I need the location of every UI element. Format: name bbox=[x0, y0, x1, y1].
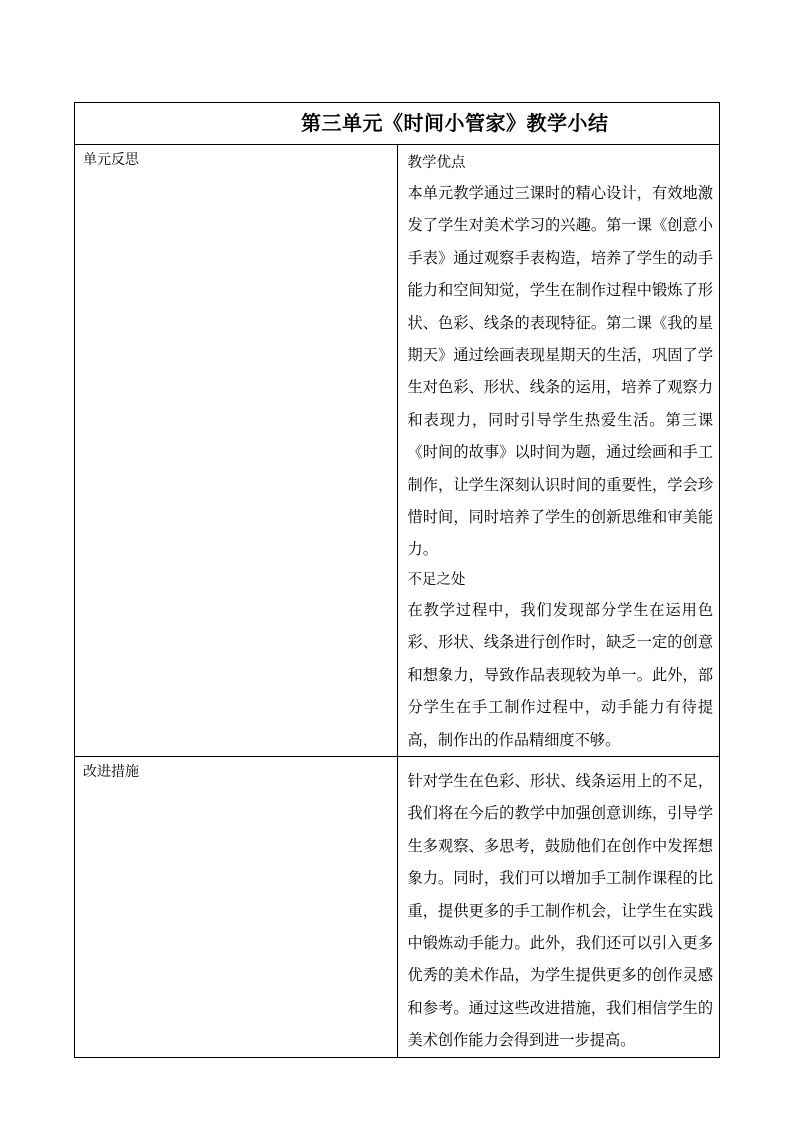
weakness-text: 在教学过程中，我们发现部分学生在运用色彩、形状、线条进行创作时，缺乏一定的创意和想象力，导致作品表现较为单一。此外，部分学生在手工制作过程中，动手能力有待提高，制作出的作品精细度不够。 bbox=[407, 600, 713, 749]
strengths-heading: 教学优点 bbox=[407, 155, 466, 171]
strengths-text: 本单元教学通过三课时的精心设计，有效地激发了学生对美术学习的兴趣。第一课《创意小手表》通过观察手表构造，培养了学生的动手能力和空间知觉，学生在制作过程中锻炼了形状、色彩、线条的表现特征。第二课《我的星期天》通过绘画表现星期天的生活，巩固了学生对色彩、形状、线条的运用，培养了观察力和表现力，同时引导学生热爱生活。第三课《时间的故事》以时间为题，通过绘画和手工制作，让学生深刻认识时间的重要性，学会珍惜时间，同时培养了学生的创新思维和审美能力。 bbox=[407, 184, 713, 559]
reflection-label: 单元反思 bbox=[75, 145, 398, 757]
reflection-row bbox=[75, 145, 720, 757]
title-row bbox=[75, 103, 720, 145]
improvement-row bbox=[75, 756, 720, 1057]
improvement-label: 改进措施 bbox=[75, 756, 398, 1057]
weakness-heading: 不足之处 bbox=[407, 571, 466, 588]
reflection-content bbox=[397, 145, 720, 757]
summary-table bbox=[74, 102, 720, 1058]
page-title: 第三单元《时间小管家》教学小结 bbox=[75, 103, 720, 145]
improvement-content bbox=[397, 756, 720, 1057]
improvement-text: 针对学生在色彩、形状、线条运用上的不足，我们将在今后的教学中加强创意训练，引导学生多观察、多思考，鼓励他们在创作中发挥想象力。同时，我们可以增加手工制作课程的比重，提供更多的手工制作机会，让学生在实践中锻炼动手能力。此外，我们还可以引入更多优秀的美术作品，为学生提供更多的创作灵感和参考。通过这些改进措施，我们相信学生的美术创作能力会得到进一步提高。 bbox=[407, 771, 713, 1050]
